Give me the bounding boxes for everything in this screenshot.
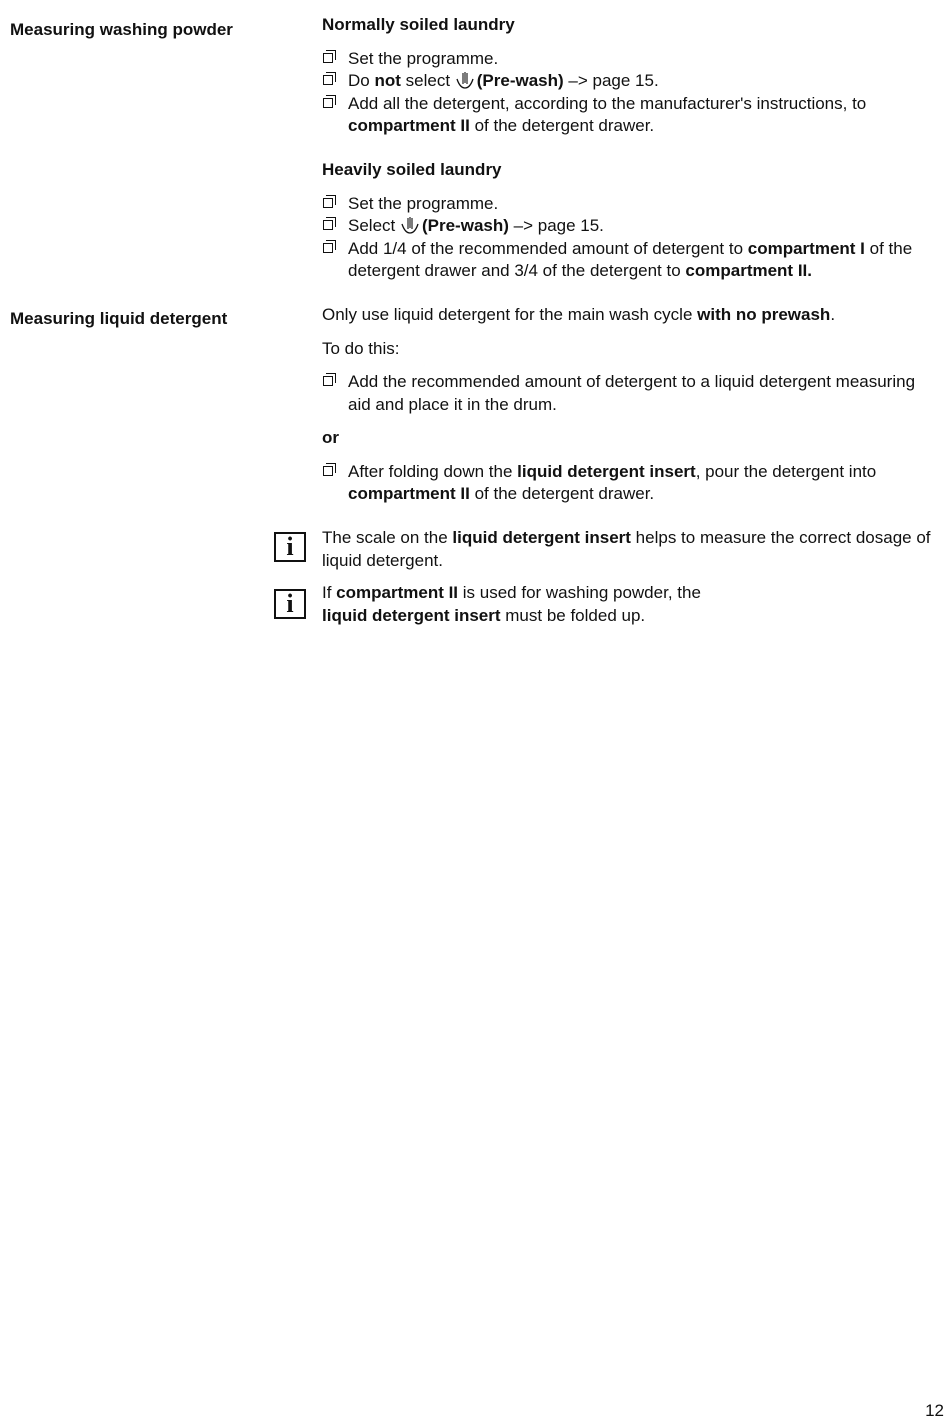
list-item — [322, 48, 937, 71]
normally-soiled-steps — [322, 48, 937, 138]
checkbox-bullet-icon — [323, 243, 333, 253]
step-text: Add 1/4 of the recommended amount of detergent to — [348, 238, 748, 258]
note-text: The scale on the — [322, 528, 453, 547]
step-text: Set the programme. — [348, 48, 499, 68]
step-text: Select — [348, 216, 400, 235]
heavily-soiled-steps — [322, 193, 937, 283]
page-number: 12 — [925, 1401, 944, 1420]
note-emphasis: compartment II — [336, 583, 459, 602]
step-emphasis: compartment II — [348, 484, 470, 503]
section-heading-liquid-detergent: Measuring liquid detergent — [10, 309, 228, 328]
checkbox-bullet-icon — [323, 220, 333, 230]
note-text: helps to measure the correct dosage of liquid detergent. — [322, 528, 931, 570]
list-item — [322, 215, 937, 238]
checkbox-bullet-icon — [323, 376, 333, 386]
heavily-soiled-block — [322, 159, 937, 283]
liquid-detergent-block — [322, 304, 937, 506]
or-text: or — [322, 428, 339, 447]
checkbox-bullet-icon — [323, 98, 333, 108]
info-icon: i — [274, 532, 306, 562]
info-icon: i — [274, 589, 306, 619]
note-text: If — [322, 583, 337, 602]
step-text: Set the programme. — [348, 193, 499, 213]
checkbox-bullet-icon — [323, 53, 333, 63]
step-emphasis: compartment I — [747, 238, 865, 258]
prewash-icon — [455, 71, 475, 89]
list-item — [322, 238, 937, 283]
liquid-intro — [322, 304, 937, 327]
list-item — [322, 371, 937, 416]
liquid-steps-2 — [322, 461, 937, 506]
normally-soiled-title: Normally soiled laundry — [322, 15, 515, 34]
section-heading-washing-powder: Measuring washing powder — [10, 20, 233, 39]
heavily-soiled-title: Heavily soiled laundry — [322, 160, 502, 179]
step-emphasis: compartment II. — [685, 261, 812, 280]
todo-text: To do this: — [322, 338, 400, 358]
step-text: Add all the detergent, according to the manufacturer's instructions, to — [348, 93, 867, 113]
step-text: Add the recommended amount of detergent to a liquid detergent measuring aid and place it in the drum. — [348, 372, 916, 414]
list-item — [322, 93, 937, 138]
intro-text: Only use liquid detergent for the main wash cycle — [322, 305, 698, 324]
step-text: of the detergent drawer. — [469, 116, 655, 135]
intro-emphasis: with no prewash — [697, 305, 831, 324]
step-text: After folding down the — [348, 461, 518, 481]
info-note-1 — [322, 527, 937, 572]
step-emphasis: liquid detergent insert — [517, 461, 696, 481]
step-text: of the detergent drawer. — [469, 484, 655, 503]
step-text: Do — [348, 71, 375, 90]
step-text: –> page 15. — [508, 216, 604, 235]
intro-text: . — [830, 305, 836, 324]
step-emphasis: (Pre-wash) — [421, 216, 509, 235]
step-text: , pour the detergent into — [695, 461, 877, 481]
liquid-steps-1 — [322, 371, 937, 416]
step-emphasis: not — [374, 71, 401, 90]
prewash-icon — [400, 216, 420, 234]
note-emphasis: liquid detergent insert — [322, 605, 501, 625]
note-text: is used for washing powder, the — [458, 583, 701, 602]
info-note-2 — [322, 582, 762, 627]
normally-soiled-block — [322, 14, 937, 138]
note-emphasis: liquid detergent insert — [452, 528, 631, 547]
step-text: select — [400, 71, 455, 90]
list-item — [322, 70, 937, 93]
step-text: of the detergent drawer and 3/4 of the detergent to — [348, 238, 913, 280]
checkbox-bullet-icon — [323, 75, 333, 85]
note-text: must be folded up. — [500, 605, 646, 625]
checkbox-bullet-icon — [323, 198, 333, 208]
step-emphasis: compartment II — [348, 116, 470, 135]
step-emphasis: (Pre-wash) — [476, 71, 564, 90]
list-item — [322, 193, 937, 216]
step-text: –> page 15. — [563, 71, 659, 90]
checkbox-bullet-icon — [323, 466, 333, 476]
list-item — [322, 461, 937, 506]
